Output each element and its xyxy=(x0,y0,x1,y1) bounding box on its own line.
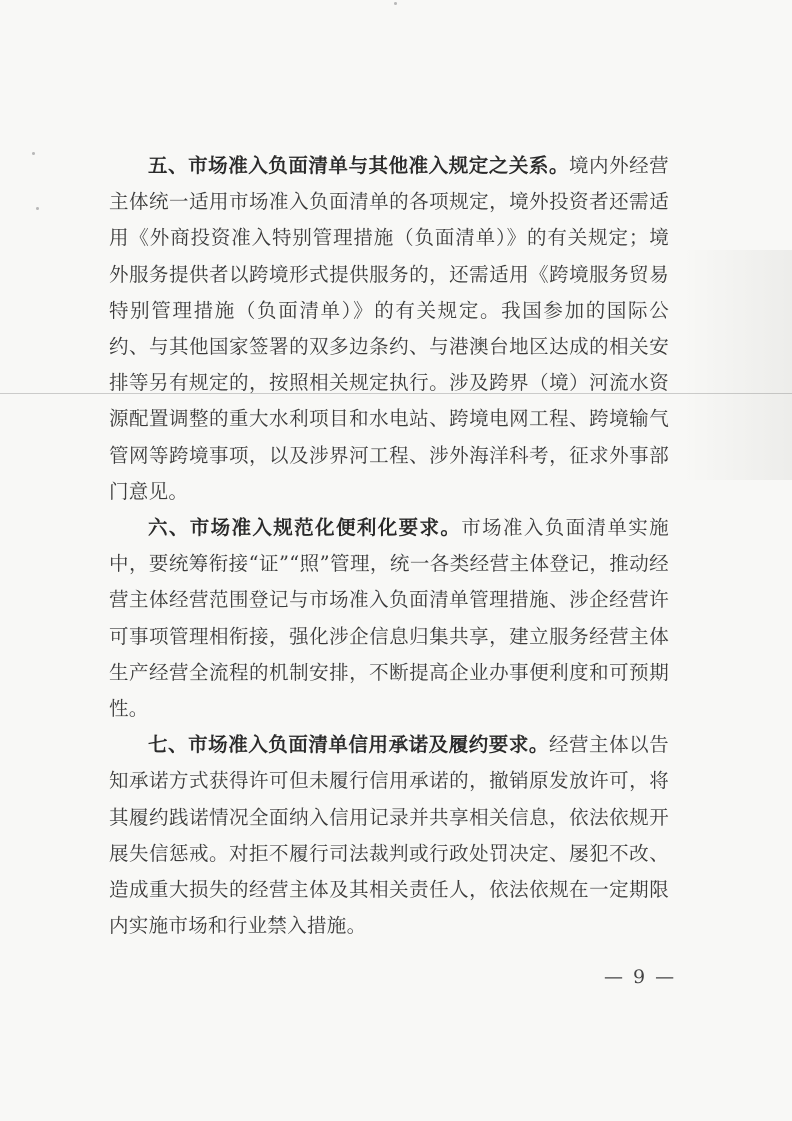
scan-speck xyxy=(36,207,39,210)
paragraph-6 xyxy=(109,510,669,727)
document-body xyxy=(109,148,669,944)
scan-bleed-through xyxy=(682,250,792,480)
paragraph-6-text: 市场准入负面清单实施中，要统筹衔接“证”“照”管理，统一各类经营主体登记，推动经营主体经营范围登记与市场准入负面清单管理措施、涉企经营许可事项管理相衔接，强化涉企信息归集共享，建立服务经营主体生产经营全流程的机制安排，不断提高企业办事便利度和可预期性。 xyxy=(109,516,669,721)
scan-speck xyxy=(394,2,397,5)
paragraph-7 xyxy=(109,727,669,944)
scan-speck xyxy=(32,152,35,155)
paragraph-5-heading: 五、市场准入负面清单与其他准入规定之关系。 xyxy=(148,154,569,177)
page-number: — 9 — xyxy=(604,966,677,988)
paragraph-5-text: 境内外经营主体统一适用市场准入负面清单的各项规定，境外投资者还需适用《外商投资准入特别管理措施（负面清单）》的有关规定；境外服务提供者以跨境形式提供服务的，还需适用《跨境服务贸易特别管理措施（负面清单）》的有关规定。我国参加的国际公约、与其他国家签署的双多边条约、与港澳台地区达成的相关安排等另有规定的，按照相关规定执行。涉及跨界（境）河流水资源配置调整的重大水利项目和水电站、跨境电网工程、跨境输气管网等跨境事项，以及涉界河工程、涉外海洋科考，征求外事部门意见。 xyxy=(109,154,669,503)
paragraph-6-heading: 六、市场准入规范化便利化要求。 xyxy=(148,516,462,540)
paragraph-7-text: 经营主体以告知承诺方式获得许可但未履行信用承诺的，撤销原发放许可，将其履约践诺情况全面纳入信用记录并共享相关信息，依法依规开展失信惩戒。对拒不履行司法裁判或行政处罚决定、屡犯不改、造成重大损失的经营主体及其相关责任人，依法依规在一定期限内实施市场和行业禁入措施。 xyxy=(109,733,669,938)
paragraph-5 xyxy=(109,148,669,510)
paragraph-7-heading: 七、市场准入负面清单信用承诺及履约要求。 xyxy=(148,733,549,757)
